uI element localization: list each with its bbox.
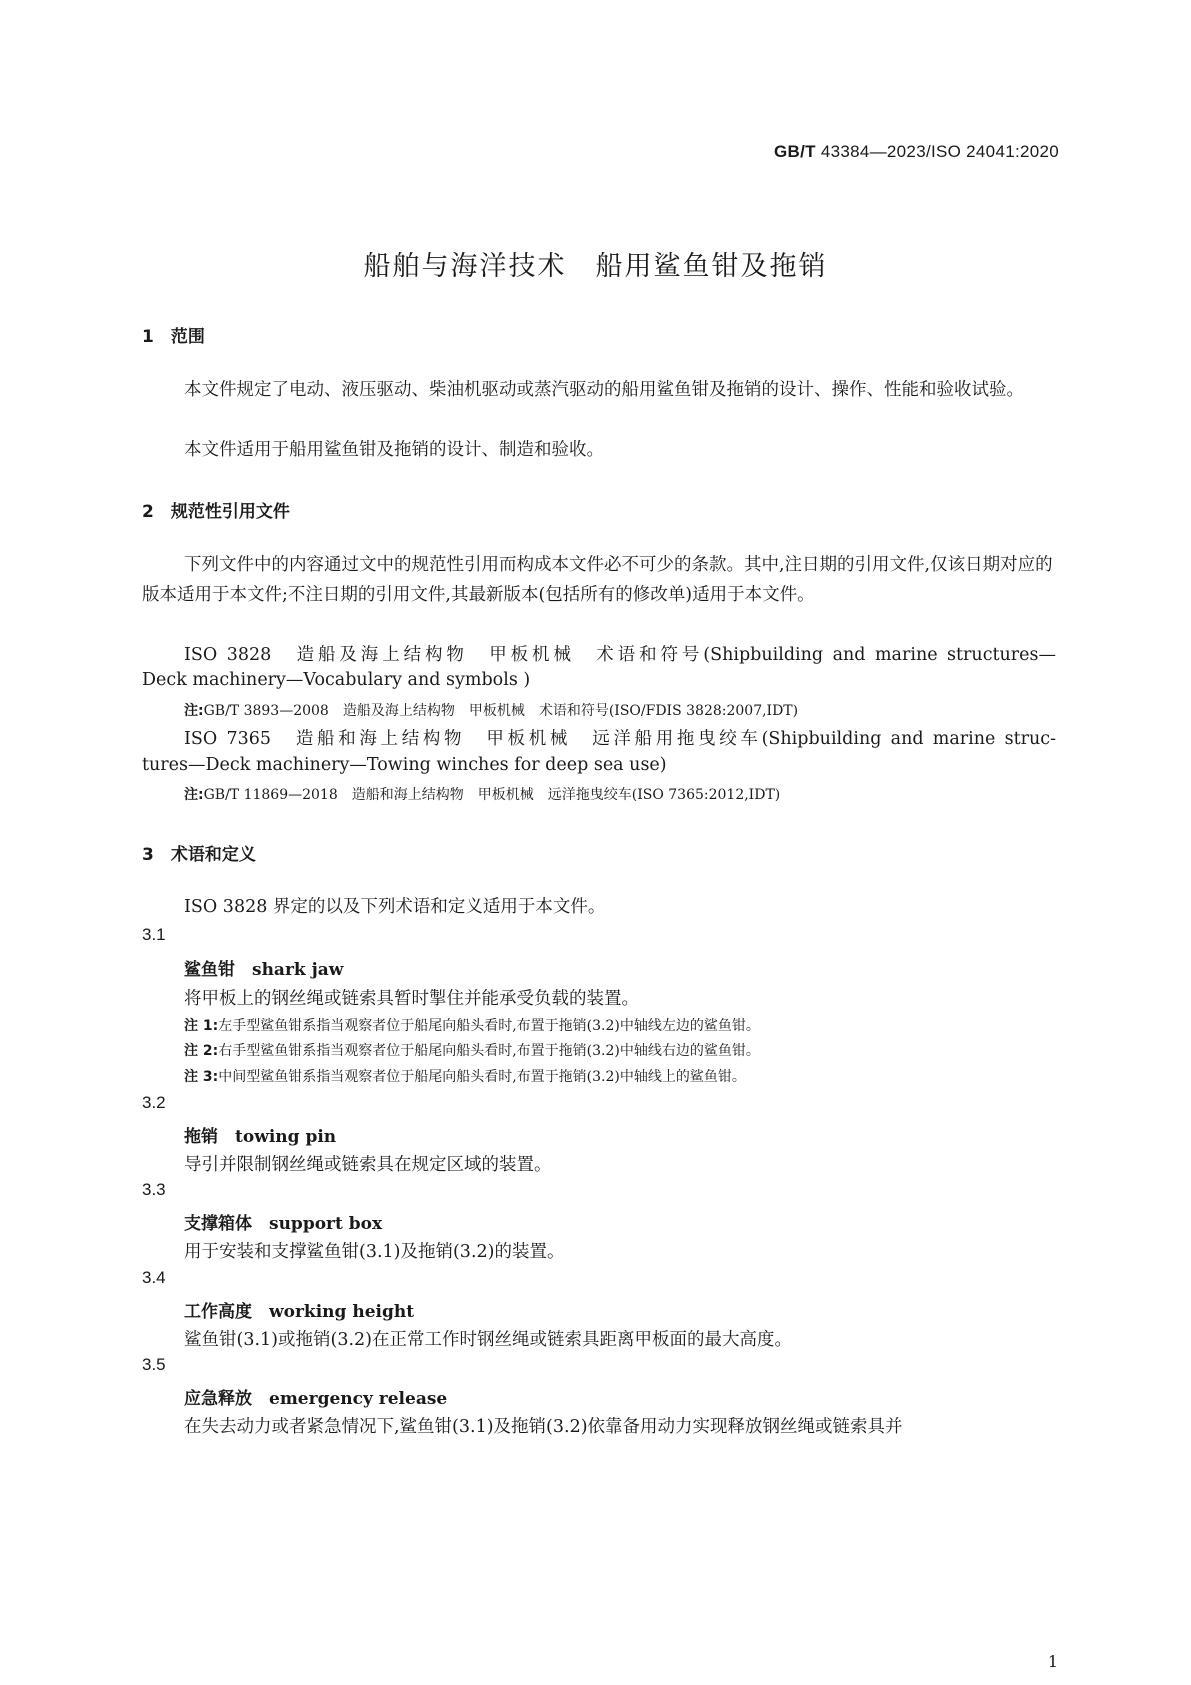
term-definition: 导引并限制钢丝绳或链索具在规定区域的装置。 bbox=[184, 1155, 552, 1175]
section-2-paragraph-1: 下列文件中的内容通过文中的规范性引用而构成本文件必不可少的条款。其中,注日期的引用文件,仅该日期对应的版本适用于本文件;不注日期的引用文件,其最新版本(包括所有的修改单)适用于本文件。 bbox=[142, 555, 1053, 605]
term-definition: 用于安装和支撑鲨鱼钳(3.1)及拖销(3.2)的装置。 bbox=[184, 1242, 565, 1262]
reference-iso-3828-line-2: Deck machinery—Vocabulary and symbols ) bbox=[142, 670, 531, 690]
section-1-paragraph-2: 本文件适用于船用鲨鱼钳及拖销的设计、制造和验收。 bbox=[184, 440, 604, 460]
reference-iso-7365-line-2: tures—Deck machinery—Towing winches for deep sea use) bbox=[142, 755, 667, 775]
term-definition: 将甲板上的钢丝绳或链索具暂时掣住并能承受负载的装置。 bbox=[184, 989, 639, 1009]
standard-code-prefix: GB/T bbox=[774, 142, 816, 161]
section-1-paragraph-1: 本文件规定了电动、液压驱动、柴油机驱动或蒸汽驱动的船用鲨鱼钳及拖销的设计、操作、性能和验收试验。 bbox=[184, 380, 1024, 400]
term-note-2: 注 2:右手型鲨鱼钳系指当观察者位于船尾向船头看时,布置于拖销(3.2)中轴线右边的鲨鱼钳。 bbox=[184, 1043, 760, 1059]
term-title: 应急释放 emergency release bbox=[184, 1389, 448, 1409]
term-title: 拖销 towing pin bbox=[184, 1127, 337, 1147]
term-note-1: 注 1:左手型鲨鱼钳系指当观察者位于船尾向船头看时,布置于拖销(3.2)中轴线左边的鲨鱼钳。 bbox=[184, 1018, 760, 1034]
term-title: 鲨鱼钳 shark jaw bbox=[184, 960, 344, 980]
term-note-3: 注 3:中间型鲨鱼钳系指当观察者位于船尾向船头看时,布置于拖销(3.2)中轴线上的鲨鱼钳。 bbox=[184, 1069, 746, 1085]
standard-code-number: 43384—2023/ISO 24041:2020 bbox=[815, 142, 1059, 161]
term-number: 3.4 bbox=[142, 1268, 166, 1287]
reference-iso-7365-line-1: ISO 7365 造船和海上结构物 甲板机械 远洋船用拖曳绞车(Shipbuilding and marine struc- bbox=[184, 729, 1056, 749]
term-title: 工作高度 working height bbox=[184, 1302, 415, 1322]
document-title: 船舶与海洋技术 船用鲨鱼钳及拖销 bbox=[363, 251, 828, 282]
page-number: 1 bbox=[1047, 1652, 1058, 1671]
section-2-heading: 2 规范性引用文件 bbox=[142, 502, 290, 522]
term-number: 3.3 bbox=[142, 1180, 166, 1199]
term-number: 3.5 bbox=[142, 1355, 166, 1374]
term-number: 3.1 bbox=[142, 925, 166, 944]
reference-note-2: 注:GB/T 11869—2018 造船和海上结构物 甲板机械 远洋拖曳绞车(ISO 7365:2012,IDT) bbox=[184, 787, 781, 803]
section-1-heading: 1 范围 bbox=[142, 327, 205, 347]
reference-iso-3828-line-1: ISO 3828 造船及海上结构物 甲板机械 术语和符号(Shipbuilding and marine structures— bbox=[184, 645, 1056, 665]
standard-code bbox=[774, 142, 1059, 162]
term-definition: 在失去动力或者紧急情况下,鲨鱼钳(3.1)及拖销(3.2)依靠备用动力实现释放钢丝绳或链索具并 bbox=[184, 1417, 903, 1437]
term-number: 3.2 bbox=[142, 1093, 166, 1112]
reference-note-1: 注:GB/T 3893—2008 造船及海上结构物 甲板机械 术语和符号(ISO/FDIS 3828:2007,IDT) bbox=[184, 703, 799, 719]
term-title: 支撑箱体 support box bbox=[184, 1214, 383, 1234]
section-3-intro: ISO 3828 界定的以及下列术语和定义适用于本文件。 bbox=[184, 897, 606, 917]
term-definition: 鲨鱼钳(3.1)或拖销(3.2)在正常工作时钢丝绳或链索具距离甲板面的最大高度。 bbox=[184, 1330, 792, 1350]
section-3-heading: 3 术语和定义 bbox=[142, 845, 256, 865]
